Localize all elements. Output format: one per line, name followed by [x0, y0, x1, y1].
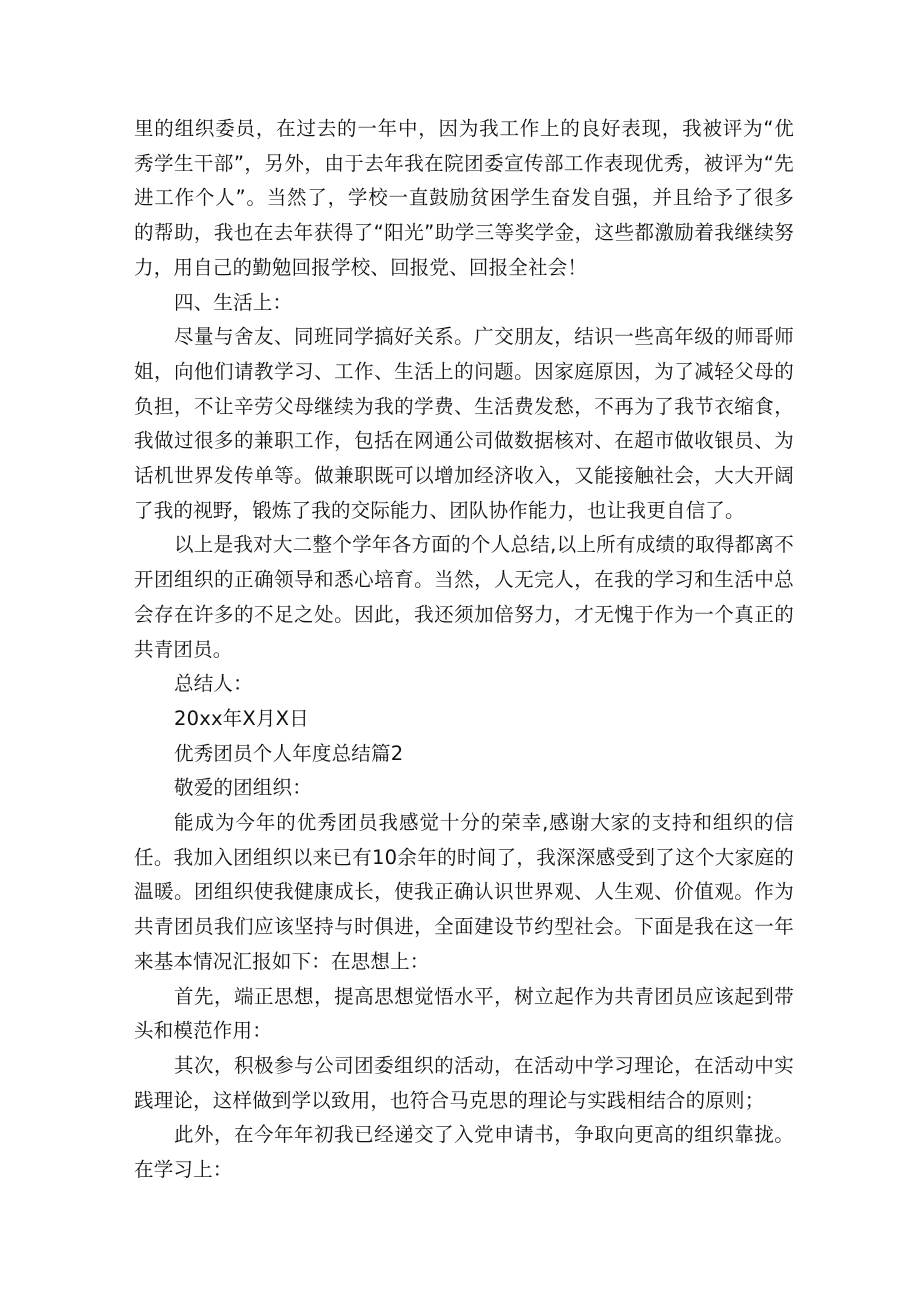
paragraph-11: 其次，积极参与公司团委组织的活动，在活动中学习理论，在活动中实践理论，这样做到学以致用，也符合马克思的理论与实践相结合的原则；: [134, 1053, 794, 1112]
paragraph-1: 里的组织委员，在过去的一年中，因为我工作上的良好表现，我被评为“优秀学生干部”，另外，由于去年我在院团委宣传部工作表现优秀，被评为“先进工作个人”。当然了，学校一直鼓励贫困学生奋发自强，并且给予了很多的帮助，我也在去年获得了“阳光”助学三等奖学金，这些都激励着我继续努力，用自己的勤勉回报学校、回报党、回报全社会！: [134, 117, 794, 279]
paragraph-5-author-label: 总结人：: [174, 672, 253, 696]
paragraph-2-heading-life: 四、生活上：: [174, 290, 293, 314]
paragraph-3: 尽量与舍友、同班同学搞好关系。广交朋友，结识一些高年级的师哥师姐，向他们请教学习、工作、生活上的问题。因家庭原因，为了减轻父母的负担，不让辛劳父母继续为我的学费、生活费发愁，不再为了我节衣缩食，我做过很多的兼职工作，包括在网通公司做数据核对、在超市做收银员、为话机世界发传单等。做兼职既可以增加经济收入，又能接触社会，大大开阔了我的视野，锻炼了我的交际能力、团队协作能力，也让我更自信了。: [134, 325, 794, 522]
paragraph-7-section-title: 优秀团员个人年度总结篇2: [174, 741, 404, 765]
paragraph-6-date: 20xx年X月X日: [174, 706, 309, 730]
paragraph-9: 能成为今年的优秀团员我感觉十分的荣幸,感谢大家的支持和组织的信任。我加入团组织以来已有10余年的时间了，我深深感受到了这个大家庭的温暖。团组织使我健康成长，使我正确认识世界观、人生观、价值观。作为共青团员我们应该坚持与时俱进，全面建设节约型社会。下面是我在这一年来基本情况汇报如下：在思想上：: [134, 811, 794, 973]
paragraph-4: 以上是我对大二整个学年各方面的个人总结,以上所有成绩的取得都离不开团组织的正确领导和悉心培育。当然，人无完人，在我的学习和生活中总会存在许多的不足之处。因此，我还须加倍努力，才无愧于作为一个真正的共青团员。: [134, 533, 794, 661]
paragraph-10: 首先，端正思想，提高思想觉悟水平，树立起作为共青团员应该起到带头和模范作用：: [134, 984, 794, 1043]
paragraph-12: 此外，在今年年初我已经递交了入党申请书，争取向更高的组织靠拢。在学习上：: [134, 1123, 794, 1182]
paragraph-8-salutation: 敬爱的团组织：: [174, 776, 312, 800]
document-body: [134, 112, 794, 1188]
